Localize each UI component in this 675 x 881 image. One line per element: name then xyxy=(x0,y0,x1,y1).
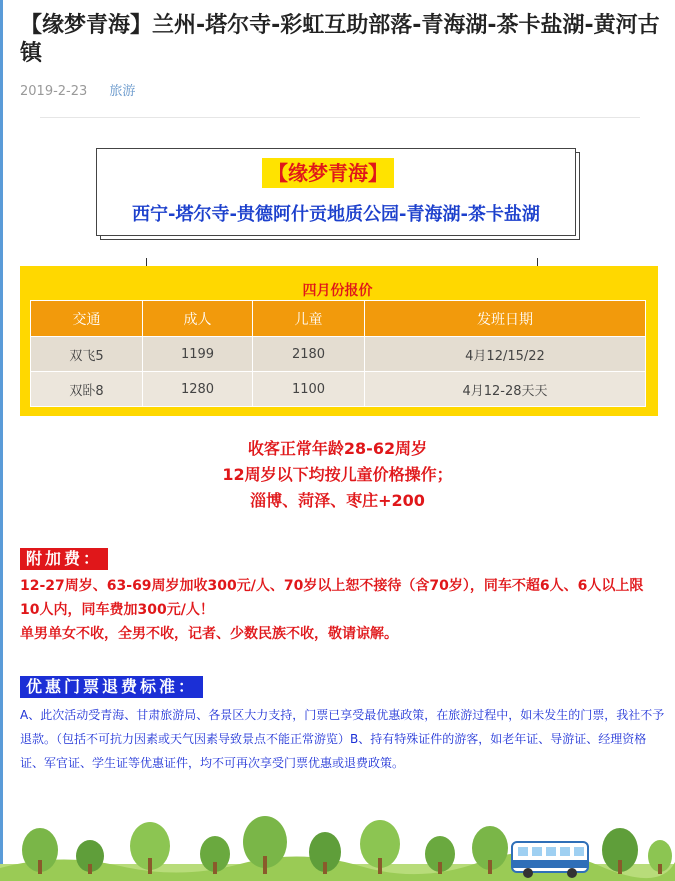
table-cell: 4月12/15/22 xyxy=(365,337,646,372)
divider xyxy=(40,117,640,118)
surcharge-line: 单男单女不收，全男不收，记者、少数民族不收，敬请谅解。 xyxy=(20,626,398,642)
surcharge-label: 附加费： xyxy=(20,548,108,570)
category-link[interactable]: 旅游 xyxy=(109,84,136,99)
price-table-title: 四月份报价 xyxy=(302,283,373,299)
table-cell: 4月12-28天天 xyxy=(365,372,646,407)
table-header-row xyxy=(31,301,646,337)
table-cell: 双卧8 xyxy=(31,372,143,407)
table-header: 交通 xyxy=(31,301,143,337)
table-row xyxy=(31,337,646,372)
note-line: 收客正常年龄28-62周岁 xyxy=(247,439,428,458)
surcharge-line: 12-27周岁、63-69周岁加收300元/人、70岁以上恕不接待（含70岁），同车不超6人、6人以上限10人内，同车费加300元/人！ xyxy=(20,578,644,618)
table-header: 成人 xyxy=(143,301,253,337)
table-header: 发班日期 xyxy=(365,301,646,337)
table-cell: 2180 xyxy=(253,337,365,372)
table-header: 儿童 xyxy=(253,301,365,337)
table-cell: 1280 xyxy=(143,372,253,407)
refund-policy-text: A、此次活动受青海、甘肃旅游局、各景区大力支持，门票已享受最优惠政策，在旅游过程中，如未发生的门票，我社不予退款。（包括不可抗力因素或天气因素导致景点不能正常游览）B、持有特殊证件的游客，如老年证、导游证、经理资格证、军官证、学生证等优惠证件，均不可再次享受门票优惠或退费政策。 xyxy=(20,708,665,770)
landscape-decoration xyxy=(0,816,675,881)
banner-tag: 【缘梦青海】 xyxy=(262,158,394,188)
refund-label: 优惠门票退费标准： xyxy=(20,676,203,698)
table-cell: 双飞5 xyxy=(31,337,143,372)
table-cell: 1199 xyxy=(143,337,253,372)
note-line: 12周岁以下均按儿童价格操作； xyxy=(222,465,453,484)
table-row xyxy=(31,372,646,407)
surcharge-text xyxy=(20,574,660,646)
article-date: 2019-2-23 xyxy=(20,84,88,99)
table-cell: 1100 xyxy=(253,372,365,407)
banner-route: 西宁-塔尔寺-贵德阿什贡地质公园-青海湖-茶卡盐湖 xyxy=(132,204,540,225)
booking-notes xyxy=(0,436,675,514)
note-line: 淄博、菏泽、枣庄+200 xyxy=(250,491,425,510)
bus-icon xyxy=(512,842,588,878)
article-meta xyxy=(20,80,135,99)
price-table xyxy=(30,300,646,407)
article-title: 【缘梦青海】兰州-塔尔寺-彩虹互助部落-青海湖-茶卡盐湖-黄河古镇 xyxy=(20,13,660,66)
